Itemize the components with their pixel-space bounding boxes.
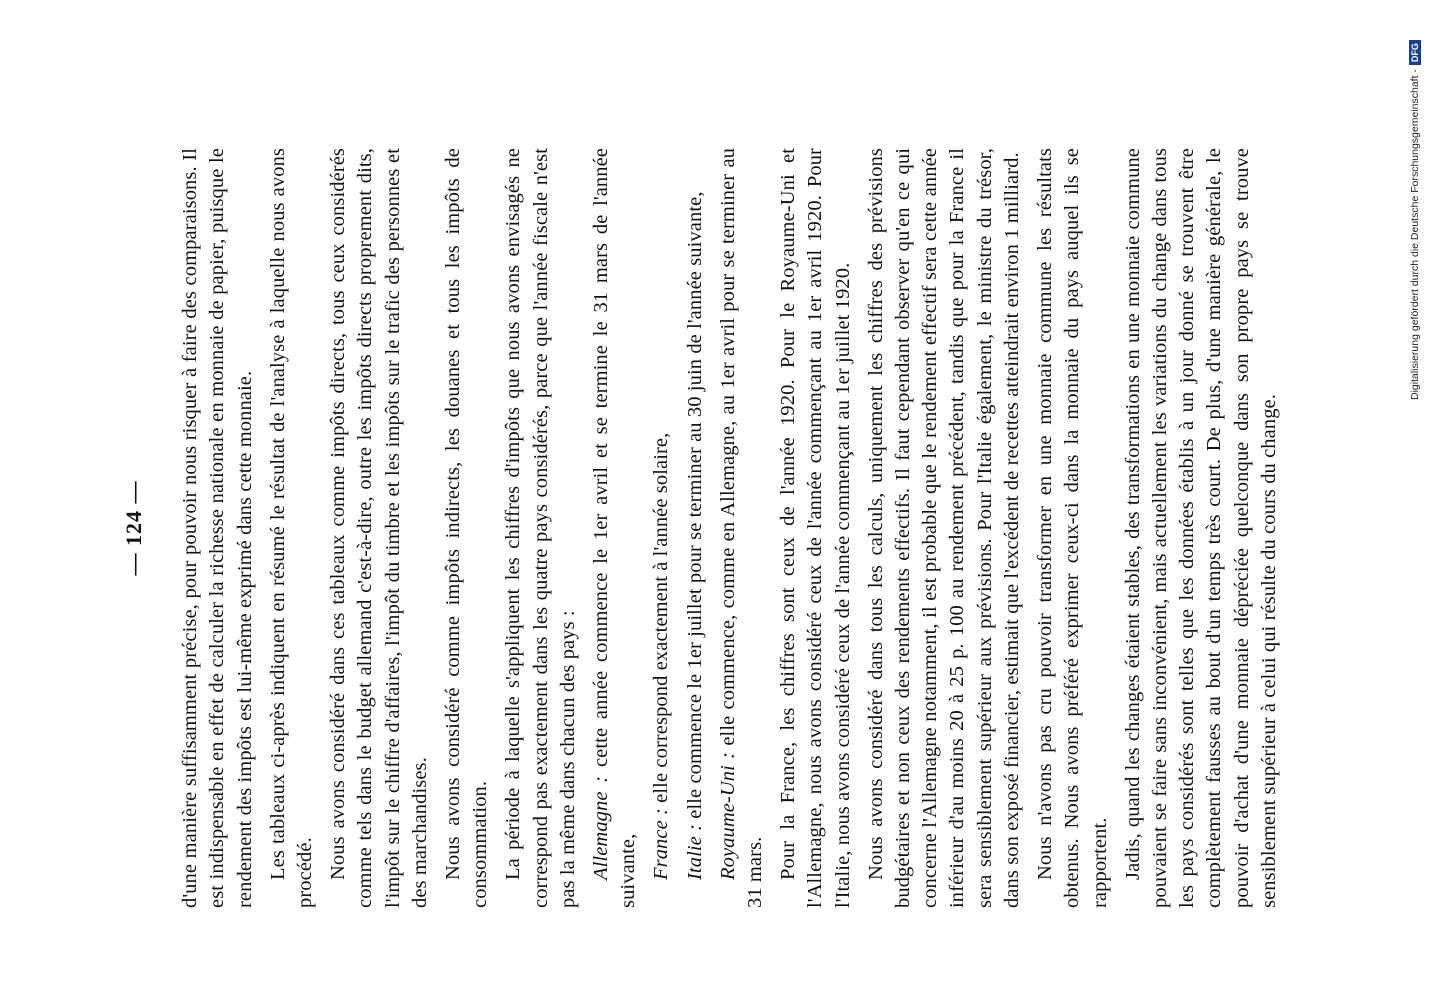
country-label: Italie : [683,823,706,880]
paragraph [863,148,1026,908]
paragraph-text: elle commence le 1er juillet pour se terminer au 30 juin de l'année suivante, [683,191,706,824]
paragraph-text: Nous avons considéré dans ces tableaux comme impôts directs, tous ceux considérés comme tels dans le budget allemand c'est-à-dire, outre les impôts directs proprement dits, l'impôt sur le chiffre d'affaires, l'impôt du timbre et les impôts sur le trafic des personnes et des marchandises. [327,148,431,908]
paragraph [775,148,857,908]
country-label: Royaume-Uni : [716,751,739,880]
paragraph-text: Nous avons considéré dans tous les calculs, uniquement les chiffres des prévisions budgétaires et non ceux des rendements effectifs. Il faut cependant observer qu'en ce qui concerne l'Allemagne notamment, il est probable que le rendement effectif sera cette année inférieur d'au moins 20 à 25 p. 100 au rendement précédent, tandis que pour la France il sera sensiblement supérieur aux prévisions. Pour l'Italie également, le ministre du trésor, dans son exposé financier, estimait que l'excédent de recettes atteindrait environ 1 milliard. [864,148,1023,908]
paragraph-text: d'une manière suffisamment précise, pour pouvoir nous risquer à faire des comparaisons. Il est indispensable en effet de calculer la richesse nationale en monnaie de papier, puisque le rendement des impôts est lui-même exprimé dans cette monnaie. [179,148,256,908]
paragraph-text: elle commence, comme en Allemagne, au 1er avril pour se terminer au 31 mars. [716,147,767,908]
digitization-credit-text [1409,10,1434,400]
paragraph [500,148,582,908]
dfg-logo: DFG [1409,40,1421,65]
country-label: France : [650,808,673,880]
credit-text: Digitalisierung gefördert durch die Deutsche Forschungsgemeinschaft - [1409,69,1421,400]
page-number: — 124 — [121,480,146,576]
paragraph [325,148,434,908]
country-label: Allemagne : [590,775,613,880]
fiscal-year-item [715,148,769,908]
paragraph [440,148,494,908]
digitization-credit [1395,10,1434,400]
fiscal-year-item [588,148,642,908]
paragraph-text: Jadis, quand les changes étaient stables, des transformations en une monnaie commune pouvaient se faire sans inconvénient, mais actuellement les variations du change dans tous les pays considérés sont telles que les données établis à un jour donné se trouvent être complètement fausses au bout d'un temps très court. De plus, d'une manière générale, le pouvoir d'achat d'une monnaie dépréciée quelconque dans son propre pays se trouve sensiblement supérieur à celui qui résulte du cours du change. [1121,148,1280,908]
fiscal-year-item [648,148,675,908]
paragraph [1032,148,1114,908]
paragraph-text: Nous avons considéré comme impôts indirects, les douanes et tous les impôts de consommation. [442,148,492,908]
fiscal-year-item [682,148,709,908]
paragraph [265,148,319,908]
paragraph-text: Nous n'avons pas cru pouvoir transformer en une monnaie commune les résultats obtenus. Nous avons préféré exprimer ceux-ci dans la monnaie du pays auquel ils se rapportent. [1034,148,1111,908]
paragraph-text: Les tableaux ci-après indiquent en résumé le résultat de l'analyse à laquelle nous avons procédé. [266,148,317,908]
paragraph-text: cette année commence le 1er avril et se termine le 31 mars de l'année suivante, [590,147,640,908]
paragraph-text: La période à laquelle s'appliquent les chiffres d'impôts que nous avons envisagés ne correspond pas exactement dans les quatre pays considérés, parce que l'année fiscale n'est pas la même dans chacun des pays : [502,148,579,908]
page-body [120,148,1370,908]
paragraph [1120,148,1283,908]
paragraph [177,148,259,908]
paragraph-text: Pour la France, les chiffres sont ceux de l'année 1920. Pour le Royaume-Uni et l'Allemagne, nous avons considéré ceux de l'année commençant au 1er avril 1920. Pour l'Italie, nous avons considéré ceux de l'année commençant au 1er juillet 1920. [777,148,854,908]
paragraph-text: elle correspond exactement à l'année solaire, [650,432,673,809]
